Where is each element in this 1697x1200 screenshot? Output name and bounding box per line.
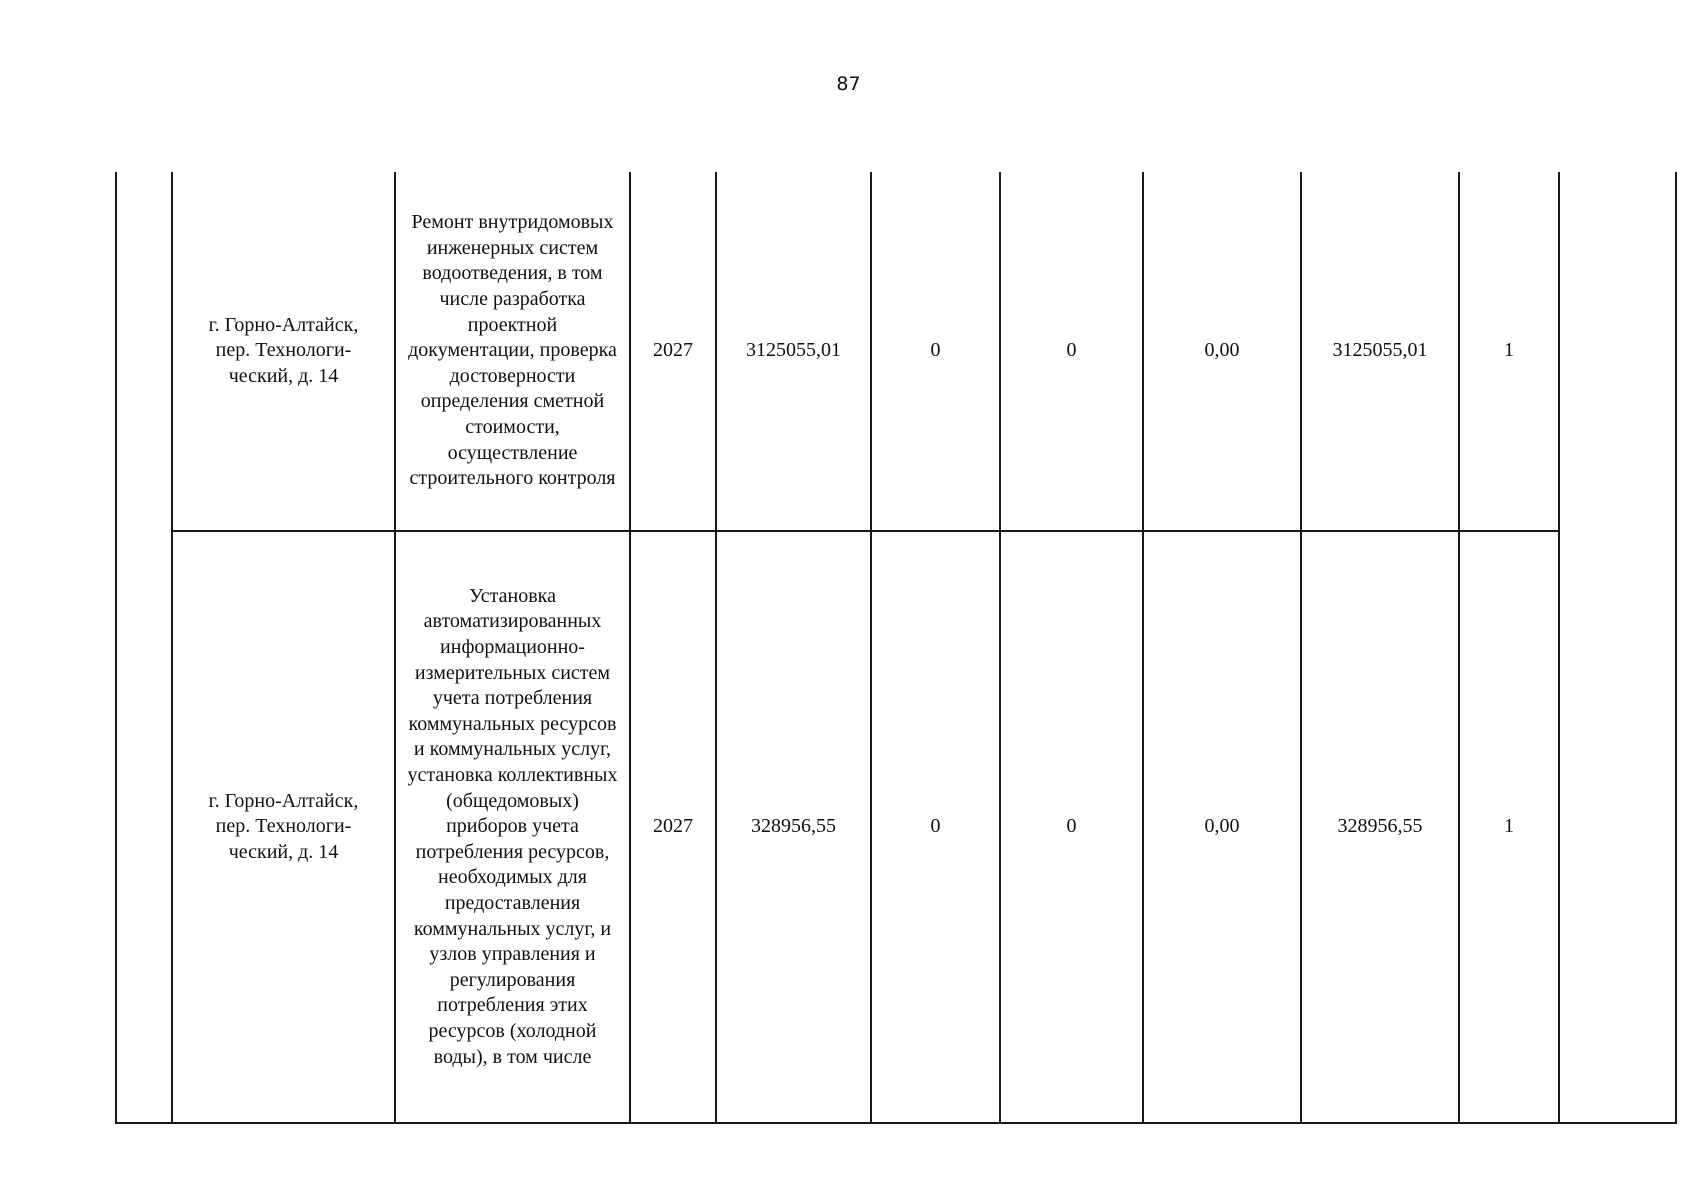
- regional-funds-cell: 0: [1066, 339, 1077, 362]
- table-border-right: [1675, 172, 1677, 1124]
- federal-funds-cell: 0: [930, 339, 941, 362]
- table-border-bottom: [115, 1122, 1677, 1124]
- local-funds-cell: 0,00: [1204, 815, 1240, 838]
- table-border-left: [115, 172, 117, 1124]
- owner-funds-cell: 328956,55: [1337, 815, 1423, 838]
- owner-funds-cell: 3125055,01: [1332, 339, 1428, 362]
- address-cell: г. Горно-Алтайск, пер. Технологи-ческий, д. 14: [208, 789, 359, 863]
- year-cell: 2027: [653, 339, 693, 362]
- work-description-cell: Ремонт внутридомовых инженерных систем водоотведения, в том числе разработка проектной документации, проверка достоверности определения сметной стоимости, осуществление строительного контроля: [408, 211, 617, 490]
- page-number: 87: [836, 73, 861, 95]
- total-cost-cell: 328956,55: [751, 815, 836, 838]
- federal-funds-cell: 0: [930, 815, 941, 838]
- total-cost-cell: 3125055,01: [746, 339, 841, 362]
- quantity-cell: 1: [1504, 339, 1514, 362]
- year-cell: 2027: [653, 815, 693, 838]
- regional-funds-cell: 0: [1066, 815, 1077, 838]
- local-funds-cell: 0,00: [1204, 339, 1240, 362]
- address-cell: г. Горно-Алтайск, пер. Технологи-ческий, д. 14: [208, 313, 359, 387]
- work-description-cell: Установка автоматизированных информационно-измерительных систем учета потребления коммунальных ресурсов и коммунальных услуг, установка коллективных (общедомовых) приборов учета потребления ресурсов, необходимых для предоставления коммунальных услуг, и узлов управления и регулирования потребления этих ресурсов (холодной воды), в том числе: [407, 584, 618, 1068]
- table-divider: [1558, 172, 1560, 1124]
- quantity-cell: 1: [1504, 815, 1514, 838]
